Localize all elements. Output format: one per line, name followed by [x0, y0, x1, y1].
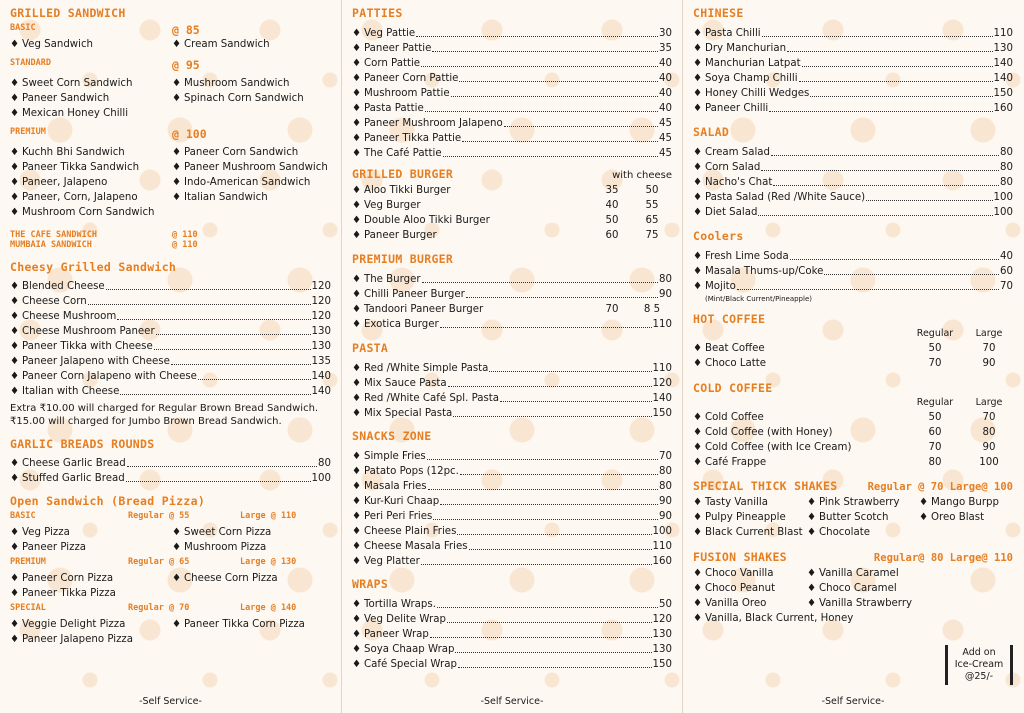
- menu-item: ♦ Soya Chaap Wrap 130: [352, 644, 672, 655]
- patties-heading: PATTIES: [352, 6, 403, 20]
- menu-item: ♦ Tandoori Paneer Burger 70 8 5: [352, 304, 661, 315]
- menu-item: ♦ Cream Salad 80: [693, 147, 1013, 158]
- open-special-label: SPECIAL: [10, 603, 46, 613]
- menu-item: ♦ Nacho's Chat 80: [693, 177, 1013, 188]
- menu-item: ♦ Mexican Honey Chilli: [10, 108, 129, 119]
- menu-item: ♦ Paneer Corn Pizza: [10, 573, 114, 584]
- premium-label: PREMIUM: [10, 127, 46, 137]
- menu-item: ♦ Veg Sandwich: [10, 39, 94, 50]
- menu-item: ♦ Paneer, Jalapeno: [10, 177, 108, 188]
- menu-item: ♦ Mushroom Pizza: [172, 542, 267, 553]
- menu-item: ♦ Vanilla Caramel: [807, 568, 899, 579]
- menu-item: [919, 525, 1013, 540]
- open-premium-large-price: Large @ 130: [240, 557, 297, 567]
- menu-item: ♦ Corn Salad 80: [693, 162, 1013, 173]
- menu-item: ♦ Veg Delite Wrap 120: [352, 614, 672, 625]
- menu-item: ♦ Spinach Corn Sandwich: [172, 93, 304, 104]
- menu-item: ♦ Mix Sauce Pasta 120: [352, 378, 672, 389]
- regular-label: Regular: [916, 397, 954, 408]
- menu-item: ♦ Cheese Plain Fries 100: [352, 526, 672, 537]
- menu-item: ♦ Mango Burpp: [919, 497, 999, 508]
- menu-item: ♦ Mojito 70: [693, 281, 1013, 292]
- menu-item: ♦ Chocolate: [807, 527, 870, 538]
- menu-item: ♦ Aloo Tikki Burger 35 50: [352, 185, 659, 196]
- menu-item: ♦ Patato Pops (12pc. 80: [352, 466, 672, 477]
- menu-item: ♦ Cold Coffee (with Honey) 60 80: [693, 427, 996, 438]
- standard-label: STANDARD: [10, 58, 51, 68]
- menu-item: ♦ Butter Scotch: [807, 512, 889, 523]
- menu-item: ♦ Dry Manchurian 130: [693, 43, 1013, 54]
- chinese-heading: CHINESE: [693, 6, 744, 20]
- menu-item: ♦ Chilli Paneer Burger 90: [352, 289, 672, 300]
- cafe-sandwich-price: @ 110: [172, 230, 198, 240]
- self-service-footer: -Self Service-: [139, 696, 202, 707]
- menu-item: ♦ Paneer Corn Sandwich: [172, 147, 299, 158]
- regular-label: Regular: [916, 328, 954, 339]
- menu-item: ♦ Masala Thums-up/Coke 60: [693, 266, 1013, 277]
- menu-item: ♦ Pasta Salad (Red /White Sauce) 100: [693, 192, 1013, 203]
- menu-item: ♦ Paneer Wrap 130: [352, 629, 672, 640]
- cold-coffee-heading: COLD COFFEE: [693, 381, 773, 395]
- menu-item: ♦ Choco Peanut: [693, 583, 776, 594]
- menu-item: ♦ Mushroom Sandwich: [172, 78, 290, 89]
- menu-item: ♦ Paneer Tikka Pizza: [10, 588, 116, 599]
- menu-item: ♦ Paneer Chilli 160: [693, 103, 1013, 114]
- menu-item: ♦ Cheese Corn Pizza: [172, 573, 278, 584]
- menu-item: ♦ Mix Special Pasta 150: [352, 408, 672, 419]
- menu-item: ♦ Masala Fries 80: [352, 481, 672, 492]
- menu-item: ♦ Paneer Pattie 35: [352, 43, 672, 54]
- menu-item: ♦ Paneer Tikka Corn Pizza: [172, 619, 305, 630]
- premium-price: @ 100: [172, 127, 207, 141]
- thick-shakes-price: Regular @ 70 Large@ 100: [867, 481, 1013, 493]
- cafe-sandwich-label: THE CAFE SANDWICH: [10, 230, 97, 240]
- menu-item: ♦ Choco Caramel: [807, 583, 897, 594]
- menu-item: ♦ Paneer Corn Pattie 40: [352, 73, 672, 84]
- menu-item: ♦ Pasta Pattie 40: [352, 103, 672, 114]
- salad-heading: SALAD: [693, 125, 730, 139]
- menu-item: ♦ Veg Burger 40 55: [352, 200, 659, 211]
- menu-item: ♦ Kuchh Bhi Sandwich: [10, 147, 125, 158]
- open-basic-label: BASIC: [10, 511, 36, 521]
- menu-item: ♦ Paneer Mushroom Jalapeno 45: [352, 118, 672, 129]
- open-basic-large-price: Large @ 110: [240, 511, 297, 521]
- menu-item: ♦ Paneer Sandwich: [10, 93, 110, 104]
- menu-item: ♦ Veg Pattie 30: [352, 28, 672, 39]
- mumbaia-sandwich-price: @ 110: [172, 240, 198, 250]
- menu-item: ♦ Cream Sandwich: [172, 39, 270, 50]
- menu-item: ♦ Vanilla Oreo: [693, 598, 767, 609]
- snacks-zone-heading: SNACKS ZONE: [352, 429, 432, 443]
- menu-item: ♦ Pulpy Pineapple: [693, 512, 786, 523]
- menu-item: ♦ Cheese Mushroom 120: [10, 311, 331, 322]
- menu-item: ♦ Kur-Kuri Chaap 90: [352, 496, 672, 507]
- menu-item: ♦ Diet Salad 100: [693, 207, 1013, 218]
- menu-item: ♦ The Burger 80: [352, 274, 672, 285]
- cheesy-grilled-heading: Cheesy Grilled Sandwich: [10, 260, 177, 274]
- menu-item: ♦ Paneer Jalapeno with Cheese 135: [10, 356, 331, 367]
- menu-item: ♦ Mushroom Pattie 40: [352, 88, 672, 99]
- large-label: Large: [975, 328, 1003, 339]
- menu-item: ♦ Veg Platter 160: [352, 556, 672, 567]
- menu-item: ♦ Peri Peri Fries 90: [352, 511, 672, 522]
- menu-item: ♦ Exotica Burger 110: [352, 319, 672, 330]
- menu-item: ♦ Red /White Café Spl. Pasta 140: [352, 393, 672, 404]
- menu-item: ♦ Indo-American Sandwich: [172, 177, 311, 188]
- menu-item: ♦ Stuffed Garlic Bread 100: [10, 473, 331, 484]
- wraps-heading: WRAPS: [352, 577, 389, 591]
- menu-item: ♦ Italian Sandwich: [172, 192, 268, 203]
- coolers-heading: Coolers: [693, 229, 744, 243]
- menu-item: ♦ Cheese Masala Fries 110: [352, 541, 672, 552]
- self-service-footer: -Self Service-: [821, 696, 885, 707]
- menu-item: ♦ Paneer, Corn, Jalapeno: [10, 192, 138, 203]
- fusion-shakes-heading: FUSION SHAKES: [693, 550, 787, 564]
- menu-item: ♦ The Café Pattie 45: [352, 148, 672, 159]
- menu-item: ♦ Cold Coffee (with Ice Cream) 70 90: [693, 442, 996, 453]
- menu-item: ♦ Sweet Corn Pizza: [172, 527, 272, 538]
- menu-item: ♦ Honey Chilli Wedges 150: [693, 88, 1013, 99]
- pasta-heading: PASTA: [352, 341, 389, 355]
- menu-item: ♦ Vanilla, Black Current, Honey: [693, 613, 854, 624]
- menu-item: ♦ Blended Cheese 120: [10, 281, 331, 292]
- menu-item: ♦ Oreo Blast: [919, 512, 985, 523]
- menu-item: ♦ Soya Champ Chilli 140: [693, 73, 1013, 84]
- menu-item: ♦ Paneer Pizza: [10, 542, 87, 553]
- menu-item: ♦ Cheese Mushroom Paneer 130: [10, 326, 331, 337]
- hot-coffee-heading: HOT COFFEE: [693, 312, 766, 326]
- menu-item: ♦ Café Frappe 80 100: [693, 457, 999, 468]
- menu-item: ♦ Tortilla Wraps. 50: [352, 599, 672, 610]
- brown-bread-note-2: ₹15.00 will charged for Jumbo Brown Bread Sandwich.: [10, 416, 282, 427]
- menu-item: ♦ Fresh Lime Soda 40: [693, 251, 1013, 262]
- menu-item: ♦ Cheese Corn 120: [10, 296, 331, 307]
- open-premium-regular-price: Regular @ 65: [128, 557, 190, 567]
- menu-item: ♦ Beat Coffee 50 70: [693, 343, 996, 354]
- standard-price: @ 95: [172, 58, 200, 72]
- mojito-note: (Mint/Black Current/Pineapple): [705, 295, 812, 303]
- menu-item: ♦ Choco Latte 70 90: [693, 358, 996, 369]
- menu-item: ♦ Veggie Delight Pizza: [10, 619, 126, 630]
- menu-item: ♦ Corn Pattie 40: [352, 58, 672, 69]
- menu-item: ♦ Paneer Jalapeno Pizza: [10, 634, 134, 645]
- menu-item: ♦ Paneer Mushroom Sandwich: [172, 162, 328, 173]
- menu-item: ♦ Black Current Blast: [693, 527, 803, 538]
- menu-item: ♦ Tasty Vanilla: [693, 497, 768, 508]
- menu-column-3: [682, 0, 1023, 713]
- thick-shakes-heading: SPECIAL THICK SHAKES: [693, 479, 838, 493]
- menu-item: ♦ Cheese Garlic Bread 80: [10, 458, 331, 469]
- menu-item: ♦ Double Aloo Tikki Burger 50 65: [352, 215, 659, 226]
- menu-item: ♦ Choco Vanilla: [693, 568, 774, 579]
- menu-item: ♦ Paneer Burger 60 75: [352, 230, 659, 241]
- large-label: Large: [975, 397, 1003, 408]
- basic-price: @ 85: [172, 23, 200, 37]
- menu-item: ♦ Cold Coffee 50 70: [693, 412, 996, 423]
- menu-item: ♦ Paneer Tikka Pattie 45: [352, 133, 672, 144]
- mumbaia-sandwich-label: MUMBAIA SANDWICH: [10, 240, 92, 250]
- menu-item: ♦ Paneer Corn Jalapeno with Cheese 140: [10, 371, 331, 382]
- menu-item: ♦ Paneer Tikka with Cheese 130: [10, 341, 331, 352]
- menu-item: ♦ Red /White Simple Pasta 110: [352, 363, 672, 374]
- basic-label: BASIC: [10, 23, 36, 33]
- menu-item: ♦ Pasta Chilli 110: [693, 28, 1013, 39]
- ice-cream-addon-box: Add on Ice-Cream @25/-: [945, 645, 1013, 685]
- open-special-regular-price: Regular @ 70: [128, 603, 190, 613]
- menu-item: ♦ Mushroom Corn Sandwich: [10, 207, 155, 218]
- garlic-breads-heading: GARLIC BREADS ROUNDS: [10, 437, 155, 451]
- menu-item: ♦ Veg Pizza: [10, 527, 70, 538]
- menu-item: ♦ Manchurian Latpat 140: [693, 58, 1013, 69]
- with-cheese-label: with cheese: [612, 170, 672, 181]
- menu-item: ♦ Simple Fries 70: [352, 451, 672, 462]
- menu-item: ♦ Café Special Wrap 150: [352, 659, 672, 670]
- premium-burger-heading: PREMIUM BURGER: [352, 252, 454, 266]
- open-premium-label: PREMIUM: [10, 557, 46, 567]
- self-service-footer: -Self Service-: [480, 696, 544, 707]
- menu-column-2: [341, 0, 682, 713]
- menu-column-1: [0, 0, 341, 713]
- fusion-shakes-price: Regular@ 80 Large@ 110: [873, 552, 1013, 564]
- grilled-sandwich-heading: GRILLED SANDWICH: [10, 6, 126, 20]
- open-sandwich-heading: Open Sandwich (Bread Pizza): [10, 494, 206, 508]
- menu-item: ♦ Pink Strawberry: [807, 497, 900, 508]
- open-special-large-price: Large @ 140: [240, 603, 297, 613]
- menu-item: ♦ Paneer Tikka Sandwich: [10, 162, 140, 173]
- menu-item: ♦ Italian with Cheese 140: [10, 386, 331, 397]
- open-basic-regular-price: Regular @ 55: [128, 511, 190, 521]
- grilled-burger-heading: GRILLED BURGER: [352, 167, 454, 181]
- menu-item: ♦ Vanilla Strawberry: [807, 598, 913, 609]
- brown-bread-note-1: Extra ₹10.00 will charged for Regular Brown Bread Sandwich.: [10, 403, 319, 414]
- menu-item: ♦ Sweet Corn Sandwich: [10, 78, 133, 89]
